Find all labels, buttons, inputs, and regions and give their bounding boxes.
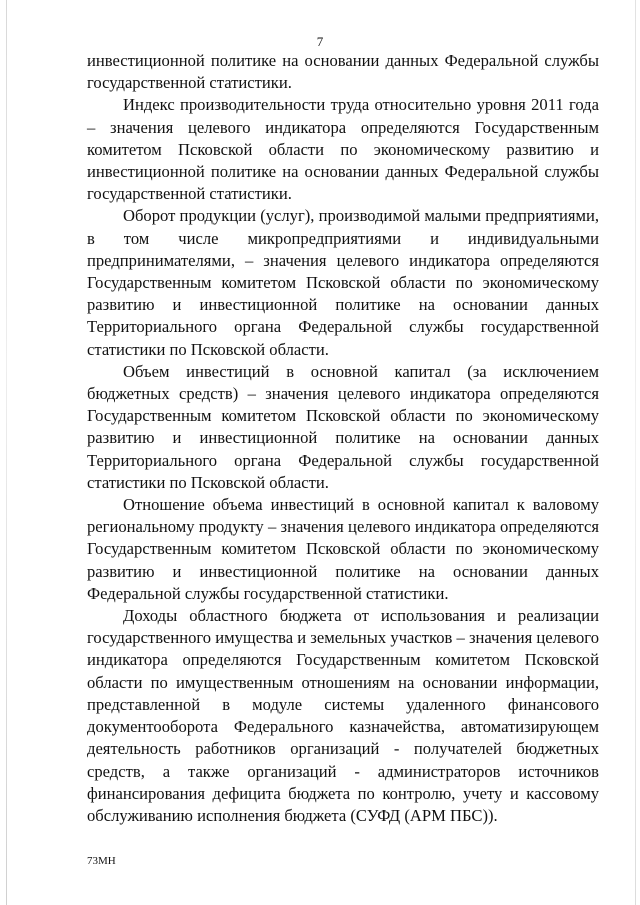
paragraph-continuation: инвестиционной политике на основании данных Федеральной службы государственной статистики. bbox=[87, 51, 599, 93]
page-number: 7 bbox=[316, 34, 324, 49]
scan-edge-left bbox=[6, 0, 7, 905]
paragraph-labor-productivity: Индекс производительности труда относительно уровня 2011 года – значения целевого индикатора определяются Государственным комитетом Псковской области по экономическому развитию и инвестиционной политике на основании данных Федеральной службы государственной статистики. bbox=[87, 95, 599, 204]
paragraph-small-business-turnover: Оборот продукции (услуг), производимой малыми предприятиями, в том числе микропредприятиями и индивидуальными предпринимателями, – значения целевого индикатора определяются Государственным комитетом Псковской области по экономическому развитию и инвестиционной политике на основании данных Территориального органа Федеральной службы государственной статистики по Псковской области. bbox=[87, 206, 599, 359]
paragraph-investment-to-grp-ratio: Отношение объема инвестиций в основной капитал к валовому региональному продукту – значения целевого индикатора определяются Государственным комитетом Псковской области по экономическому развитию и инвестиционной политике на основании данных Федеральной службы государственной статистики. bbox=[87, 495, 599, 603]
paragraph-budget-property-revenue: Доходы областного бюджета от использования и реализации государственного имущества и земельных участков – значения целевого индикатора определяются Государственным комитетом Псковской области по имущественным отношениям на основании информации, представленной в модуле системы удаленного финансового документооборота Федерального казначейства, автоматизирующем деятельность работников организаций - получателей бюджетных средств, а также организаций - администраторов источников финансирования дефицита бюджета по контролю, учету и кассовому обслуживанию исполнения бюджета (СУФД (АРМ ПБС)). bbox=[87, 606, 599, 825]
document-body bbox=[87, 50, 599, 827]
paragraph-fixed-capital-investment: Объем инвестиций в основной капитал (за исключением бюджетных средств) – значения целевого индикатора определяются Государственным комитетом Псковской области по экономическому развитию и инвестиционной политике на основании данных Территориального органа Федеральной службы государственной статистики по Псковской области. bbox=[87, 361, 599, 492]
scan-edge-right bbox=[635, 0, 636, 905]
footer-code: 73МН bbox=[87, 855, 116, 867]
